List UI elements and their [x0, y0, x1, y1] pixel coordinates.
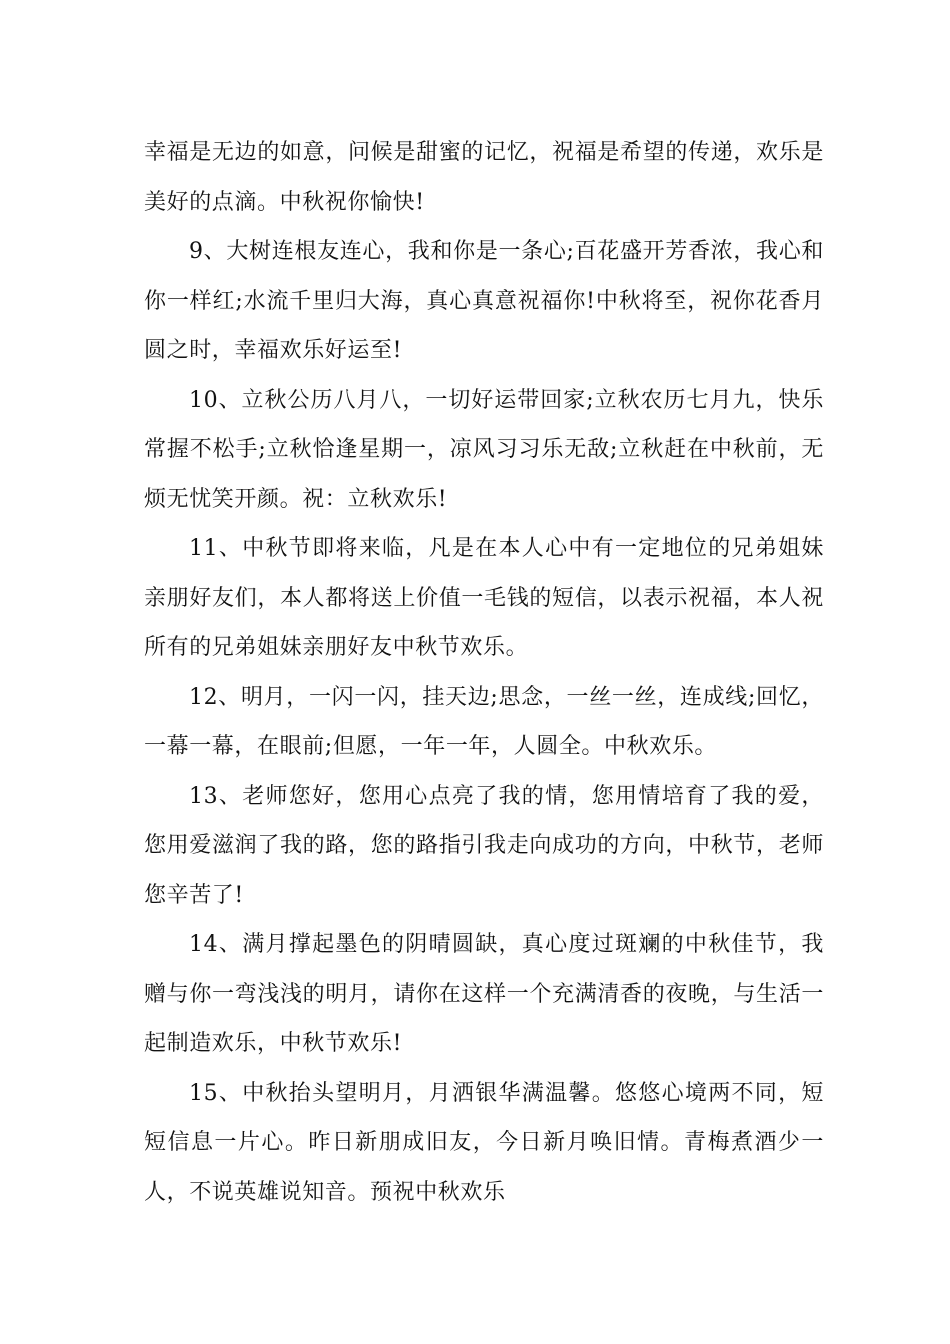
paragraph-12: 12、明月，一闪一闪，挂天边;思念，一丝一丝，连成线;回忆，一幕一幕，在眼前;但愿，一年一年，人圆全。中秋欢乐。: [144, 684, 824, 759]
paragraph-13: 13、老师您好，您用心点亮了我的情，您用情培育了我的爱，您用爱滋润了我的路，您的路指引我走向成功的方向，中秋节，老师您辛苦了!: [144, 783, 824, 908]
paragraph-9: 9、大树连根友连心，我和你是一条心;百花盛开芳香浓，我心和你一样红;水流千里归大海，真心真意祝福你!中秋将至，祝你花香月圆之时，幸福欢乐好运至!: [144, 239, 824, 363]
paragraph-15: 15、中秋抬头望明月，月洒银华满温馨。悠悠心境两不同，短短信息一片心。昨日新朋成旧友，今日新月唤旧情。青梅煮酒少一人，不说英雄说知音。预祝中秋欢乐: [144, 1080, 824, 1205]
document-body: [144, 128, 824, 1217]
paragraph-11: 11、中秋节即将来临，凡是在本人心中有一定地位的兄弟姐妹亲朋好友们，本人都将送上价值一毛钱的短信，以表示祝福，本人祝所有的兄弟姐妹亲朋好友中秋节欢乐。: [144, 536, 824, 660]
paragraph-intro: 幸福是无边的如意，问候是甜蜜的记忆，祝福是希望的传递，欢乐是美好的点滴。中秋祝你愉快!: [144, 140, 824, 215]
paragraph-14: 14、满月撑起墨色的阴晴圆缺，真心度过斑斓的中秋佳节，我赠与你一弯浅浅的明月，请你在这样一个充满清香的夜晚，与生活一起制造欢乐，中秋节欢乐!: [144, 932, 824, 1056]
paragraph-10: 10、立秋公历八月八，一切好运带回家;立秋农历七月九，快乐常握不松手;立秋恰逢星期一，凉风习习乐无敌;立秋赶在中秋前，无烦无忧笑开颜。祝：立秋欢乐!: [144, 387, 824, 512]
